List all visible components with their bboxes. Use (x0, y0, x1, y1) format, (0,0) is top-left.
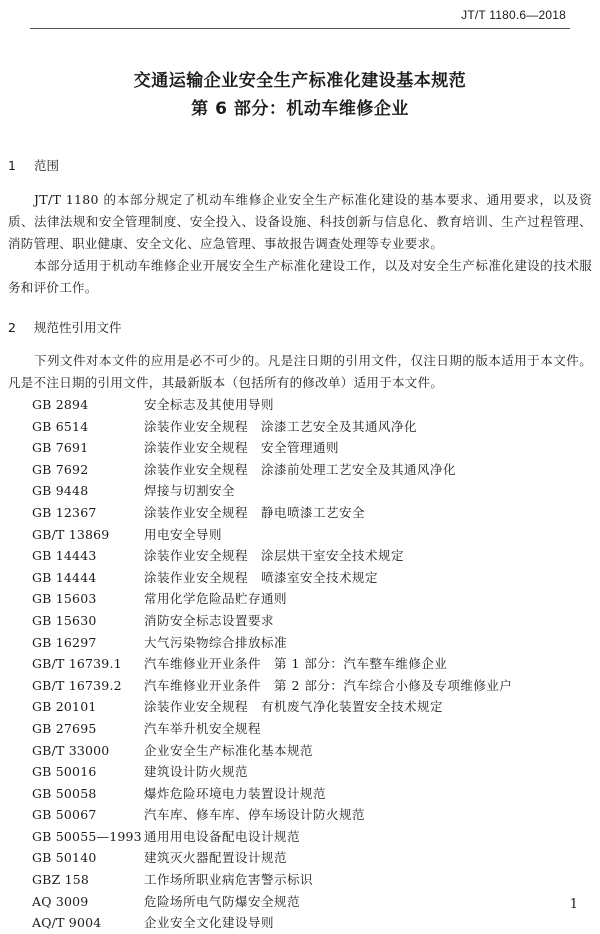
reference-row (32, 718, 512, 740)
reference-row (32, 740, 512, 762)
reference-title: 企业安全生产标准化基本规范 (144, 742, 314, 758)
reference-row (32, 869, 512, 891)
document-subtitle: 第 6 部分：机动车维修企业 (191, 99, 409, 119)
reference-row (32, 891, 512, 913)
reference-code: GB 50058 (32, 785, 97, 801)
reference-row (32, 632, 512, 654)
reference-title: 建筑设计防火规范 (144, 764, 249, 780)
reference-row (32, 653, 512, 675)
reference-code: AQ/T 9004 (32, 915, 102, 931)
reference-title: 汽车举升机安全规程 (144, 720, 262, 736)
reference-title: 消防安全标志设置要求 (144, 612, 275, 628)
reference-title: 涂装作业安全规程 涂层烘干室安全技术规定 (144, 548, 405, 564)
reference-row (32, 394, 512, 416)
reference-code: GB 7691 (32, 440, 89, 456)
reference-title: 工作场所职业病危害警示标识 (144, 872, 314, 888)
reference-title: 涂装作业安全规程 喷漆室安全技术规定 (144, 569, 379, 585)
reference-code: GB 9448 (32, 483, 89, 499)
reference-title: 汽车维修业开业条件 第 1 部分：汽车整车维修企业 (144, 656, 448, 672)
reference-row (32, 416, 512, 438)
reference-code: GB 14443 (32, 548, 97, 564)
reference-code: GB/T 13869 (32, 526, 110, 542)
reference-row (32, 804, 512, 826)
document-title: 交通运输企业安全生产标准化建设基本规范 (133, 71, 467, 91)
reference-title: 涂装作业安全规程 涂漆工艺安全及其通风净化 (144, 418, 418, 434)
reference-code: GB 50055—1993 (32, 828, 142, 844)
reference-row (32, 610, 512, 632)
reference-code: GB 15603 (32, 591, 97, 607)
reference-title: 大气污染物综合排放标准 (144, 634, 288, 650)
section-1-heading (8, 156, 59, 174)
reference-code: GB 7692 (32, 461, 89, 477)
reference-title: 建筑灭火器配置设计规范 (144, 850, 288, 866)
reference-row (32, 480, 512, 502)
section-1-paragraph-2: 本部分适用于机动车维修企业开展安全生产标准化建设工作，以及对安全生产标准化建设的技术服务和评价工作。 (8, 258, 592, 295)
reference-code: GB 16297 (32, 634, 97, 650)
reference-code: GB 15630 (32, 612, 97, 628)
reference-title: 涂装作业安全规程 有机废气净化装置安全技术规定 (144, 699, 444, 715)
section-2-title: 规范性引用文件 (34, 320, 122, 335)
section-2-heading (8, 318, 122, 336)
reference-code: GB 50016 (32, 764, 97, 780)
reference-row (32, 567, 512, 589)
reference-title: 通用用电设备配电设计规范 (144, 828, 301, 844)
reference-row (32, 675, 512, 697)
reference-code: GB 12367 (32, 504, 97, 520)
reference-row (32, 783, 512, 805)
reference-code: GB 6514 (32, 418, 89, 434)
reference-row (32, 524, 512, 546)
reference-code: GB/T 33000 (32, 742, 110, 758)
reference-row (32, 545, 512, 567)
reference-title: 涂装作业安全规程 静电喷漆工艺安全 (144, 504, 366, 520)
page-number: 1 (569, 897, 578, 912)
section-2-number: 2 (8, 320, 16, 335)
reference-title: 常用化学危险品贮存通则 (144, 591, 288, 607)
section-2-intro: 下列文件对本文件的应用是必不可少的。凡是注日期的引用文件，仅注日期的版本适用于本文件。凡是不注日期的引用文件，其最新版本（包括所有的修改单）适用于本文件。 (8, 353, 592, 390)
reference-code: AQ 3009 (32, 893, 89, 909)
reference-code: GB 50067 (32, 807, 97, 823)
reference-list (32, 394, 512, 934)
reference-title: 汽车维修业开业条件 第 2 部分：汽车综合小修及专项维修业户 (144, 677, 513, 693)
reference-code: GB 50140 (32, 850, 97, 866)
reference-code: GB/T 16739.1 (32, 656, 122, 672)
reference-row (32, 847, 512, 869)
reference-row (32, 761, 512, 783)
reference-code: GB 20101 (32, 699, 97, 715)
reference-title: 安全标志及其使用导则 (144, 397, 275, 412)
reference-title: 焊接与切割安全 (144, 483, 236, 499)
reference-code: GB 27695 (32, 720, 97, 736)
section-1-number: 1 (8, 158, 16, 173)
reference-title: 危险场所电气防爆安全规范 (144, 893, 301, 909)
reference-title: 汽车库、修车库、停车场设计防火规范 (144, 807, 366, 823)
reference-row (32, 696, 512, 718)
reference-row (32, 826, 512, 848)
standard-code: JT/T 1180.6—2018 (461, 8, 566, 22)
reference-code: GB 2894 (32, 397, 89, 412)
reference-code: GBZ 158 (32, 872, 90, 888)
reference-code: GB 14444 (32, 569, 97, 585)
reference-title: 涂装作业安全规程 安全管理通则 (144, 440, 340, 456)
reference-row (32, 502, 512, 524)
header-divider (30, 28, 570, 29)
reference-title: 用电安全导则 (144, 526, 223, 542)
reference-title: 企业安全文化建设导则 (144, 915, 275, 931)
reference-row (32, 459, 512, 481)
section-1-title: 范围 (34, 158, 60, 173)
section-1-paragraph-1: JT/T 1180 的本部分规定了机动车维修企业安全生产标准化建设的基本要求、通用要求，以及资质、法律法规和安全管理制度、安全投入、设备设施、科技创新与信息化、教育培训、生产过程管理、消防管理、职业健康、安全文化、应急管理、事故报告调查处理等专业要求。 (8, 192, 592, 251)
reference-title: 涂装作业安全规程 涂漆前处理工艺安全及其通风净化 (144, 461, 457, 477)
reference-row (32, 437, 512, 459)
reference-title: 爆炸危险环境电力装置设计规范 (144, 785, 327, 801)
reference-code: GB/T 16739.2 (32, 677, 122, 693)
reference-row (32, 912, 512, 934)
reference-row (32, 588, 512, 610)
